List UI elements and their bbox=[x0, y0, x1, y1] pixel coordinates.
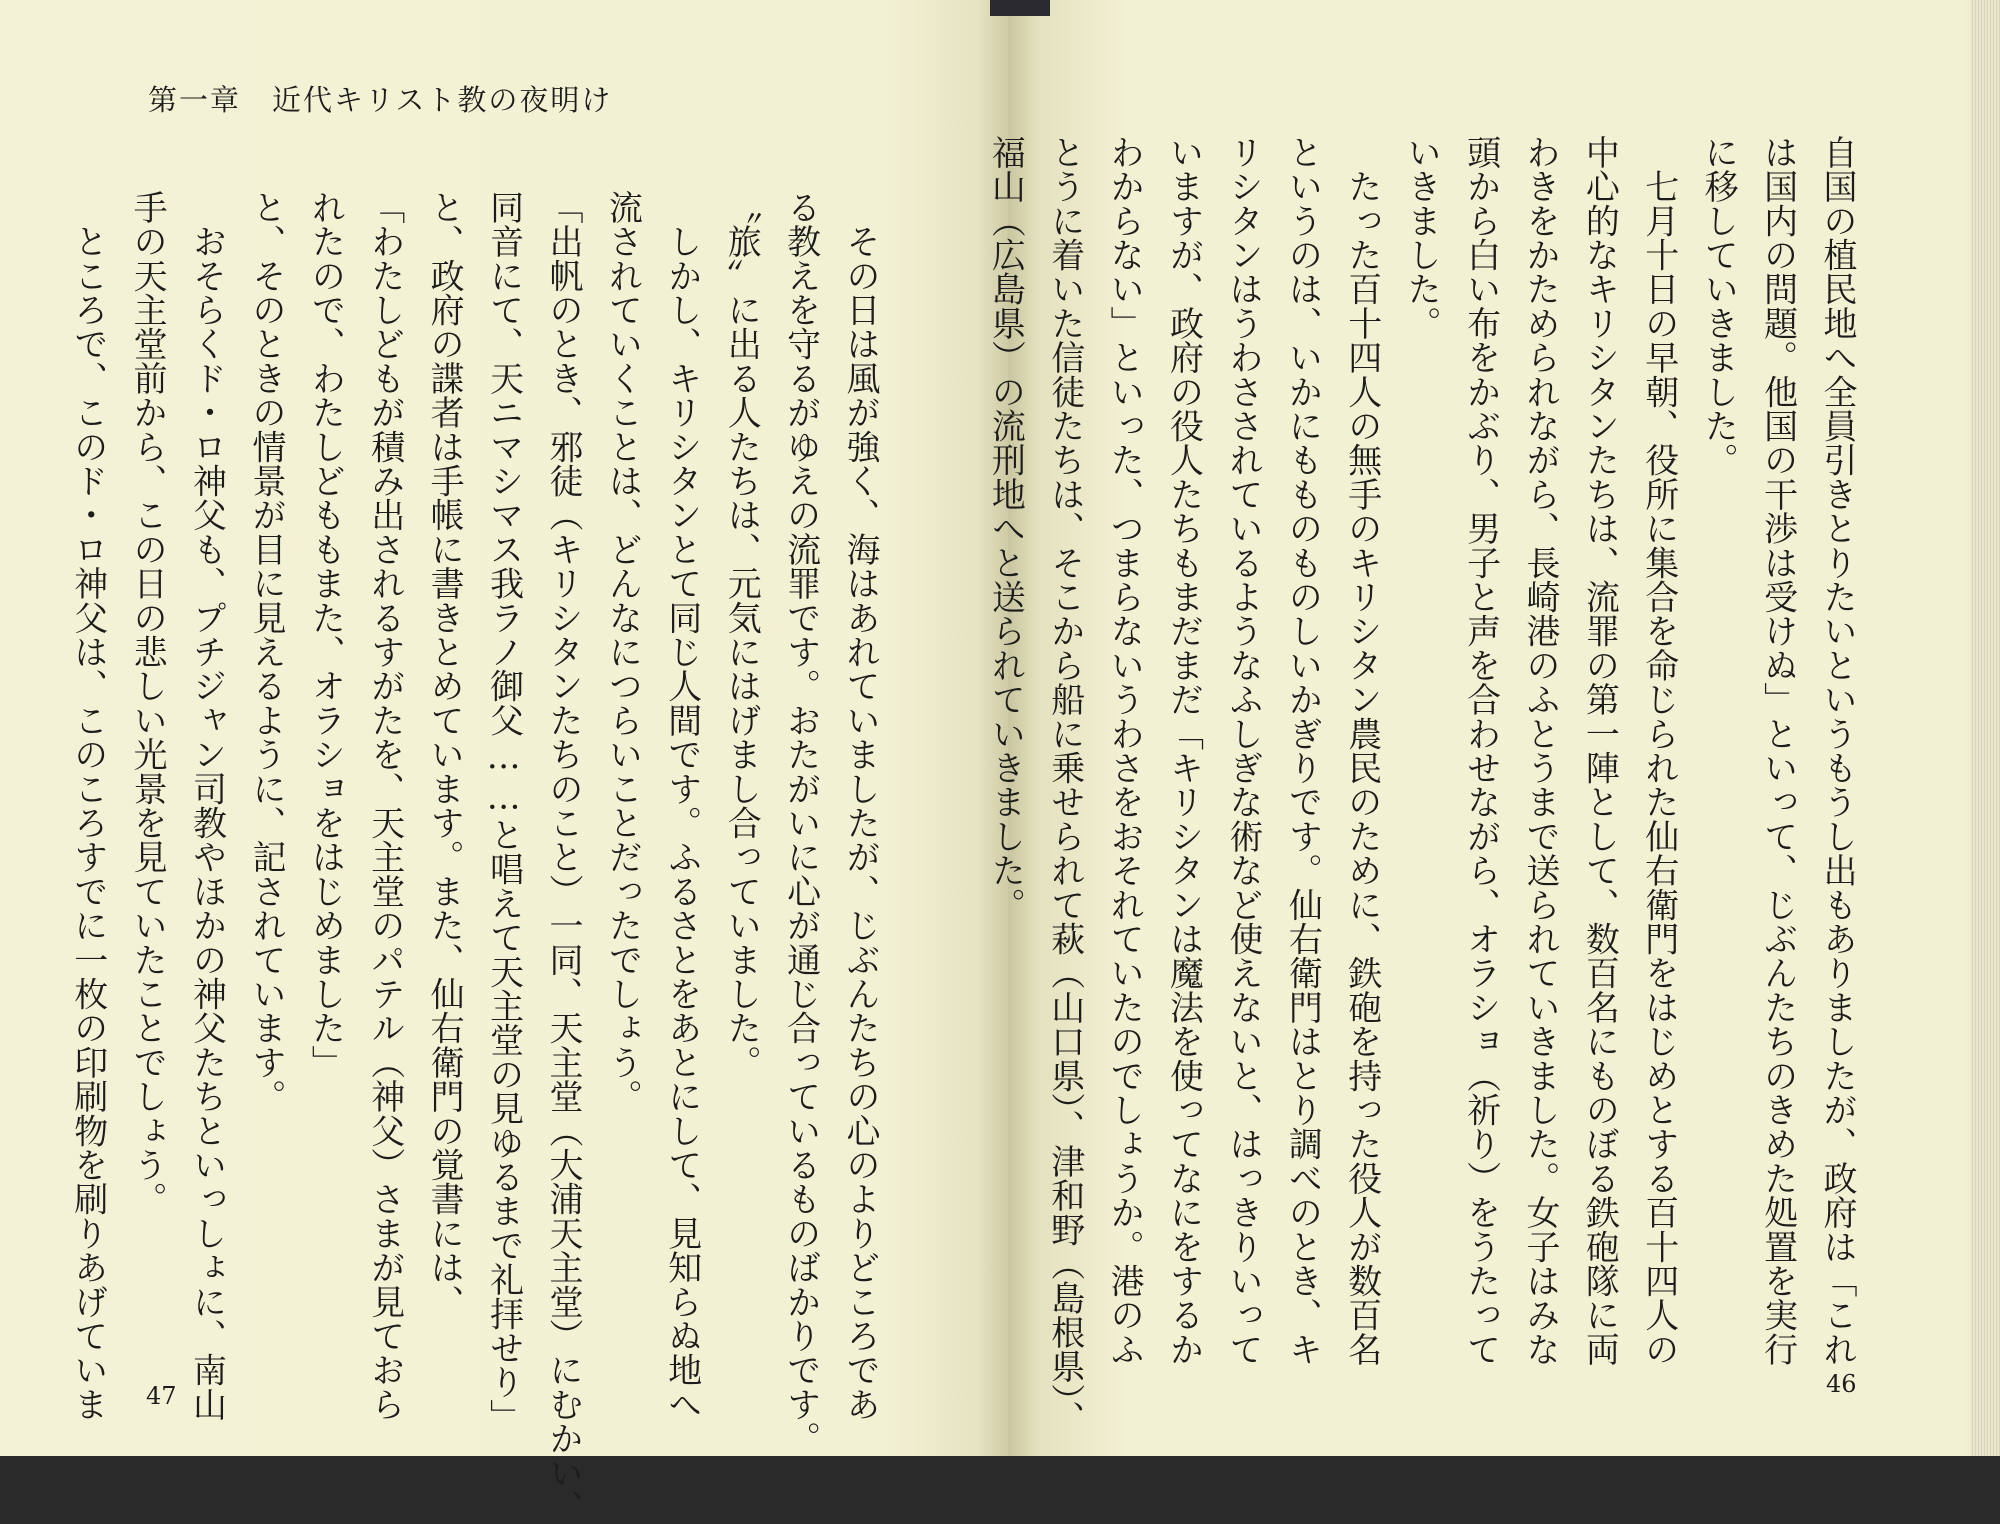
text-line: ところで、このド・ロ神父は、このころすでに一枚の印刷物を刷りあげていま bbox=[67, 190, 108, 1422]
text-line: 七月十日の早朝、役所に集合を命じられた仙右衛門をはじめとする百十四人の bbox=[1638, 135, 1679, 1367]
text-line: しかし、キリシタンとて同じ人間です。ふるさとをあとにして、見知らぬ地へ bbox=[661, 190, 702, 1422]
text-line: 中心的なキリシタンたちは、流罪の第一陣として、数百名にものぼる鉄砲隊に両 bbox=[1579, 135, 1620, 1367]
text-line: と、そのときの情景が目に見えるように、記されています。 bbox=[245, 190, 286, 1114]
page-number-right: 46 bbox=[1826, 1370, 1857, 1398]
text-line: 「出帆のとき、邪徒（キリシタンたちのこと）一同、天主堂（大浦天主堂）にむかい、 bbox=[542, 190, 583, 1524]
text-line: わきをかためられながら、長崎港のふとうまで送られていきました。女子はみな bbox=[1519, 135, 1560, 1367]
text-line: 手の天主堂前から、この日の悲しい光景を見ていたことでしょう。 bbox=[127, 190, 168, 1216]
text-line: とうに着いた信徒たちは、そこから船に乗せられて萩（山口県）、津和野（島根県）、 bbox=[1044, 135, 1085, 1435]
text-line: と、政府の諜者は手帳に書きとめています。また、仙右衛門の覚書には、 bbox=[424, 190, 465, 1319]
page-edge-stack bbox=[1970, 0, 2000, 1456]
binding-gutter-shadow bbox=[990, 0, 1050, 16]
text-line: というのは、いかにもものものしいかぎりです。仙右衛門はとり調べのとき、キ bbox=[1282, 135, 1323, 1367]
text-line: 福山（広島県）の流刑地へと送られていきました。 bbox=[985, 135, 1026, 922]
text-line: 流されていくことは、どんなにつらいことだったでしょう。 bbox=[602, 190, 643, 1114]
text-line: わからない」といった、つまらないうわさをおそれていたのでしょうか。港のふ bbox=[1104, 135, 1145, 1367]
text-line: いきました。 bbox=[1401, 135, 1442, 341]
text-line: 同音にて、天ニマシマス我ラノ御父……と唱えて天主堂の見ゆるまで礼拝せり」 bbox=[483, 190, 524, 1434]
text-line: る教えを守るがゆえの流罪です。おたがいに心が通じ合っているものばかりです。 bbox=[780, 190, 821, 1456]
text-line: に移していきました。 bbox=[1698, 135, 1739, 477]
running-head: 第一章 近代キリスト教の夜明け bbox=[148, 83, 613, 117]
page-number-left: 47 bbox=[146, 1382, 177, 1410]
text-line: 自国の植民地へ全員引きとりたいというもうし出もありましたが、政府は「これ bbox=[1817, 135, 1857, 1367]
text-line: 「わたしどもが積み出されるすがたを、天主堂のパテル（神父）さまが見ておら bbox=[364, 190, 405, 1422]
text-line: れたので、わたしどももまた、オラショをはじめました」 bbox=[305, 190, 346, 1080]
text-line: いますが、政府の役人たちもまだまだ「キリシタンは魔法を使ってなにをするか bbox=[1163, 135, 1204, 1367]
text-line: リシタンはうわさされているようなふしぎな術など使えないと、はっきりいって bbox=[1222, 135, 1263, 1367]
text-line: は国内の問題。他国の干渉は受けぬ」といって、じぶんたちのきめた処置を実行 bbox=[1757, 135, 1798, 1367]
text-line: 頭から白い布をかぶり、男子と声を合わせながら、オラショ（祈り）をうたって bbox=[1460, 135, 1501, 1367]
text-line: おそらくド・ロ神父も、プチジャン司教やほかの神父たちといっしょに、南山 bbox=[186, 190, 227, 1422]
text-line: 〝旅〟に出る人たちは、元気にはげまし合っていました。 bbox=[721, 190, 762, 1080]
text-line: たった百十四人の無手のキリシタン農民のために、鉄砲を持った役人が数百名 bbox=[1341, 135, 1382, 1367]
text-line: その日は風が強く、海はあれていましたが、じぶんたちの心のよりどころであ bbox=[840, 190, 880, 1422]
